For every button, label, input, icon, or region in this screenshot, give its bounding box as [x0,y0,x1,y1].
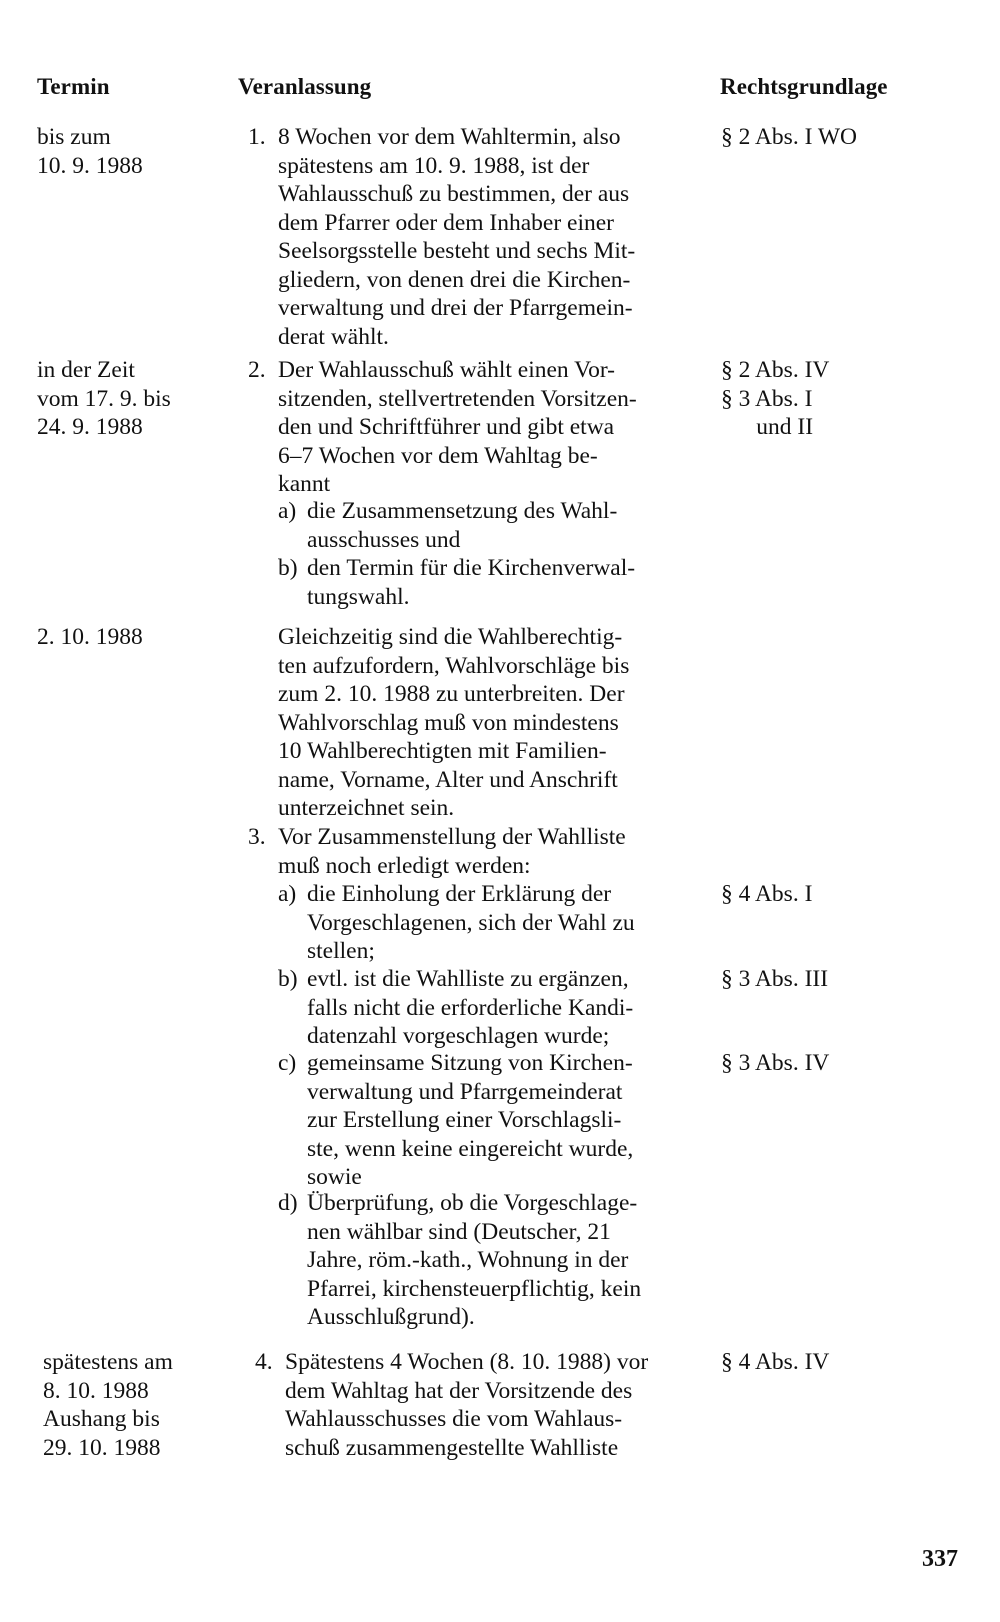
header-termin: Termin [37,74,110,99]
sub-item-2b: den Termin für die Kirchenverwal- tungswahl. [307,555,636,610]
sub-label-3d: d) [278,1190,298,1216]
header-veranlassung: Veranlassung [238,74,372,99]
sub-item-3a: die Einholung der Erklärung der Vorgeschlagenen, sich der Wahl zu stellen; [307,881,635,964]
sub-label-3b: b) [278,966,298,992]
item-number-1: 1. [248,124,266,150]
sub-item-3c: gemeinsame Sitzung von Kirchen- verwaltung und Pfarrgemeinderat zur Erstellung einer Vorschlagsli- ste, wenn keine eingereicht wurde, sowie [307,1050,634,1190]
item-number-2: 2. [248,357,266,383]
sub-item-3b: evtl. ist die Wahlliste zu ergänzen, falls nicht die erforderliche Kandi- datenzahl vorgeschlagen wurde; [307,966,634,1049]
rechtsgrundlage-3c: § 3 Abs. IV [721,1050,830,1076]
rechtsgrundlage-3a: § 4 Abs. I [721,881,813,907]
veranlassung-1: 8 Wochen vor dem Wahltermin, also spätestens am 10. 9. 1988, ist der Wahlausschuß zu bestimmen, der aus dem Pfarrer oder dem Inhaber einer Seelsorgsstelle besteht und sechs Mit- gliedern, von denen drei die Kirchen- verwaltung und drei der Pfarrgemein- derat wählt. [278,124,636,350]
rechtsgrundlage-1: § 2 Abs. I WO [721,124,857,150]
sub-item-2a: die Zusammensetzung des Wahl- ausschusses und [307,498,618,553]
veranlassung-5: Spätestens 4 Wochen (8. 10. 1988) vor dem Wahltag hat der Vorsitzende des Wahlausschusses die vom Wahlaus- schuß zusammengestellte Wahlliste [285,1349,649,1461]
page-number: 337 [922,1546,958,1572]
item-number-4: 4. [255,1349,273,1375]
sub-label-3a: a) [278,881,297,907]
termin-2: in der Zeit vom 17. 9. bis 24. 9. 1988 [37,357,171,440]
rechtsgrundlage-5: § 4 Abs. IV [721,1349,830,1375]
sub-item-3d: Überprüfung, ob die Vorgeschlage- nen wählbar sind (Deutscher, 21 Jahre, röm.-kath., Wohnung in der Pfarrei, kirchensteuerpflichtig, kein Ausschlußgrund). [307,1190,642,1330]
rechtsgrundlage-3b: § 3 Abs. III [721,966,829,992]
sub-label-2b: b) [278,555,298,581]
veranlassung-3: Gleichzeitig sind die Wahlberechtig- ten aufzufordern, Wahlvorschläge bis zum 2. 10. 1988 zu unterbreiten. Der Wahlvorschlag muß von mindestens 10 Wahlberechtigten mit Familien- name, Vorname, Alter und Anschrift unterzeichnet sein. [278,624,630,821]
sub-label-2a: a) [278,498,297,524]
sub-label-3c: c) [278,1050,297,1076]
termin-3: 2. 10. 1988 [37,624,143,650]
veranlassung-2: Der Wahlausschuß wählt einen Vor- sitzenden, stellvertretenden Vorsitzen- den und Schriftführer und gibt etwa 6–7 Wochen vor dem Wahltag be- kannt [278,357,637,497]
rechtsgrundlage-2: § 2 Abs. IV § 3 Abs. I und II [721,357,830,440]
termin-5: spätestens am 8. 10. 1988 Aushang bis 29. 10. 1988 [43,1349,173,1461]
header-rechtsgrundlage: Rechtsgrundlage [720,74,888,99]
termin-1: bis zum 10. 9. 1988 [37,124,143,179]
item-number-3: 3. [248,824,266,850]
veranlassung-4: Vor Zusammenstellung der Wahlliste muß noch erledigt werden: [278,824,626,879]
